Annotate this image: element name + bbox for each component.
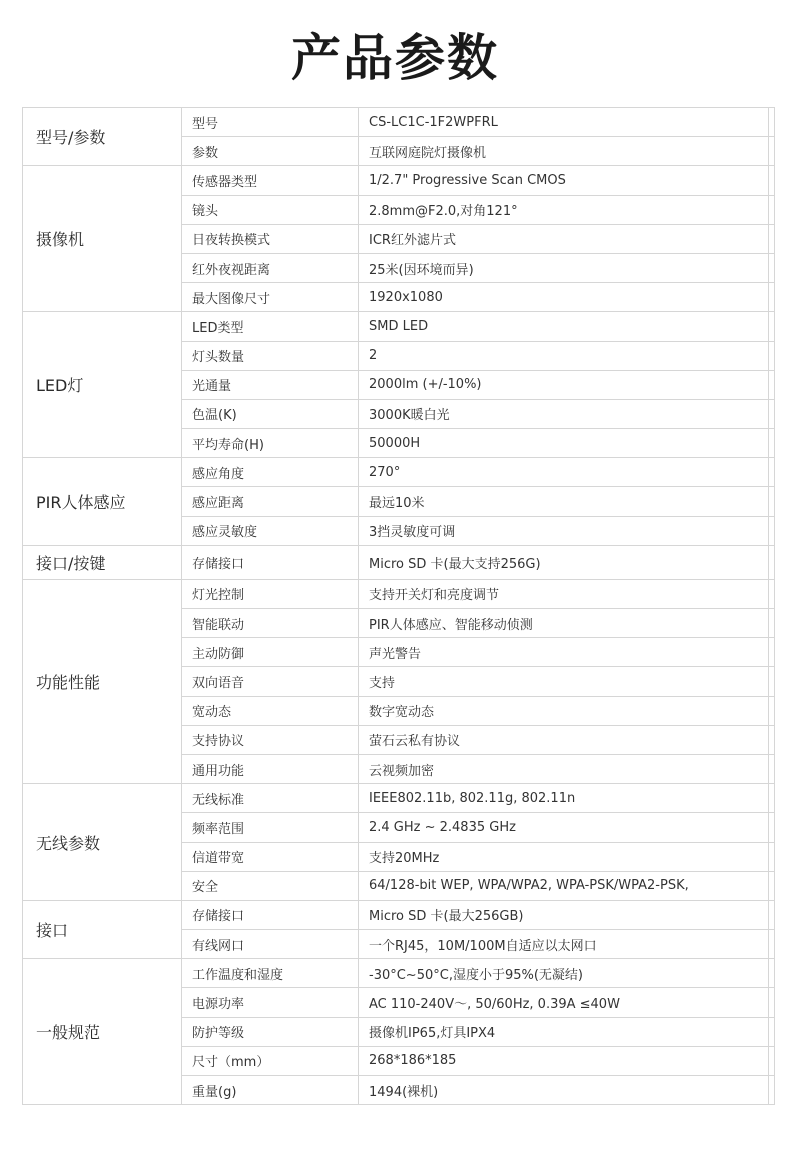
trailing-cell (769, 784, 775, 813)
spec-value-cell: 互联网庭院灯摄像机 (359, 137, 769, 166)
trailing-cell (769, 1017, 775, 1046)
spec-key-cell: 无线标准 (182, 784, 359, 813)
trailing-cell (769, 638, 775, 667)
spec-value-cell: 64/128-bit WEP, WPA/WPA2, WPA-PSK/WPA2-PSK, (359, 871, 769, 900)
spec-value-cell: 2.4 GHz ~ 2.4835 GHz (359, 813, 769, 842)
spec-value-cell: 2000lm (+/-10%) (359, 370, 769, 399)
spec-value-cell: 数字宽动态 (359, 696, 769, 725)
trailing-cell (769, 579, 775, 608)
trailing-cell (769, 487, 775, 516)
table-row (23, 166, 775, 195)
trailing-cell (769, 108, 775, 137)
spec-key-cell: 宽动态 (182, 696, 359, 725)
spec-key-cell: 镜头 (182, 195, 359, 224)
spec-key-cell: 工作温度和湿度 (182, 959, 359, 988)
spec-key-cell: 日夜转换模式 (182, 224, 359, 253)
trailing-cell (769, 429, 775, 458)
trailing-cell (769, 283, 775, 312)
spec-value-cell: 2 (359, 341, 769, 370)
spec-key-cell: 平均寿命(H) (182, 429, 359, 458)
spec-key-cell: 红外夜视距离 (182, 253, 359, 282)
table-row (23, 312, 775, 341)
table-row (23, 545, 775, 579)
spec-value-cell: 3000K暖白光 (359, 399, 769, 428)
spec-value-cell: AC 110-240V～, 50/60Hz, 0.39A ≤40W (359, 988, 769, 1017)
spec-table-body (23, 108, 775, 1105)
trailing-cell (769, 166, 775, 195)
spec-value-cell: PIR人体感应、智能移动侦测 (359, 609, 769, 638)
trailing-cell (769, 754, 775, 783)
spec-key-cell: 参数 (182, 137, 359, 166)
category-cell: 功能性能 (23, 579, 182, 783)
spec-value-cell: CS-LC1C-1F2WPFRL (359, 108, 769, 137)
table-row (23, 579, 775, 608)
trailing-cell (769, 930, 775, 959)
trailing-cell (769, 370, 775, 399)
spec-value-cell: 支持20MHz (359, 842, 769, 871)
trailing-cell (769, 545, 775, 579)
spec-key-cell: 感应灵敏度 (182, 516, 359, 545)
spec-key-cell: 感应距离 (182, 487, 359, 516)
trailing-cell (769, 458, 775, 487)
spec-value-cell: SMD LED (359, 312, 769, 341)
table-row (23, 784, 775, 813)
spec-value-cell: 声光警告 (359, 638, 769, 667)
spec-value-cell: 摄像机IP65,灯具IPX4 (359, 1017, 769, 1046)
trailing-cell (769, 959, 775, 988)
trailing-cell (769, 813, 775, 842)
trailing-cell (769, 871, 775, 900)
spec-value-cell: 萤石云私有协议 (359, 725, 769, 754)
trailing-cell (769, 842, 775, 871)
spec-key-cell: 支持协议 (182, 725, 359, 754)
spec-value-cell: 1494(裸机) (359, 1076, 769, 1105)
spec-key-cell: 有线网口 (182, 930, 359, 959)
spec-value-cell: Micro SD 卡(最大支持256G) (359, 545, 769, 579)
spec-key-cell: 信道带宽 (182, 842, 359, 871)
category-cell: 型号/参数 (23, 108, 182, 166)
spec-value-cell: 270° (359, 458, 769, 487)
spec-key-cell: 传感器类型 (182, 166, 359, 195)
table-row (23, 458, 775, 487)
spec-value-cell: 3挡灵敏度可调 (359, 516, 769, 545)
spec-key-cell: 灯光控制 (182, 579, 359, 608)
trailing-cell (769, 224, 775, 253)
spec-key-cell: 色温(K) (182, 399, 359, 428)
trailing-cell (769, 725, 775, 754)
spec-value-cell: 1920x1080 (359, 283, 769, 312)
spec-key-cell: 通用功能 (182, 754, 359, 783)
trailing-cell (769, 137, 775, 166)
spec-key-cell: 重量(g) (182, 1076, 359, 1105)
trailing-cell (769, 667, 775, 696)
spec-key-cell: 尺寸（mm） (182, 1046, 359, 1075)
category-cell: 无线参数 (23, 784, 182, 901)
category-cell: PIR人体感应 (23, 458, 182, 546)
trailing-cell (769, 1076, 775, 1105)
spec-key-cell: 光通量 (182, 370, 359, 399)
spec-value-cell: 支持 (359, 667, 769, 696)
category-cell: 摄像机 (23, 166, 182, 312)
trailing-cell (769, 516, 775, 545)
trailing-cell (769, 696, 775, 725)
spec-value-cell: 2.8mm@F2.0,对角121° (359, 195, 769, 224)
spec-value-cell: 一个RJ45，10M/100M自适应以太网口 (359, 930, 769, 959)
spec-key-cell: LED类型 (182, 312, 359, 341)
spec-key-cell: 存储接口 (182, 900, 359, 929)
spec-key-cell: 型号 (182, 108, 359, 137)
spec-value-cell: -30°C~50°C,湿度小于95%(无凝结) (359, 959, 769, 988)
table-row (23, 108, 775, 137)
spec-value-cell: 支持开关灯和亮度调节 (359, 579, 769, 608)
trailing-cell (769, 341, 775, 370)
trailing-cell (769, 900, 775, 929)
spec-value-cell: 1/2.7" Progressive Scan CMOS (359, 166, 769, 195)
table-row (23, 900, 775, 929)
spec-key-cell: 电源功率 (182, 988, 359, 1017)
category-cell: 一般规范 (23, 959, 182, 1105)
spec-key-cell: 最大图像尺寸 (182, 283, 359, 312)
spec-key-cell: 防护等级 (182, 1017, 359, 1046)
spec-table (22, 107, 775, 1105)
trailing-cell (769, 253, 775, 282)
page-title: 产品参数 (291, 29, 499, 87)
spec-key-cell: 双向语音 (182, 667, 359, 696)
spec-value-cell: ICR红外滤片式 (359, 224, 769, 253)
trailing-cell (769, 1046, 775, 1075)
table-row (23, 959, 775, 988)
spec-key-cell: 感应角度 (182, 458, 359, 487)
spec-value-cell: 25米(因环境而异) (359, 253, 769, 282)
spec-value-cell: Micro SD 卡(最大256GB) (359, 900, 769, 929)
spec-value-cell: 最远10米 (359, 487, 769, 516)
spec-value-cell: IEEE802.11b, 802.11g, 802.11n (359, 784, 769, 813)
spec-key-cell: 灯头数量 (182, 341, 359, 370)
trailing-cell (769, 988, 775, 1017)
spec-value-cell: 50000H (359, 429, 769, 458)
spec-key-cell: 频率范围 (182, 813, 359, 842)
spec-key-cell: 主动防御 (182, 638, 359, 667)
trailing-cell (769, 195, 775, 224)
spec-key-cell: 安全 (182, 871, 359, 900)
spec-value-cell: 云视频加密 (359, 754, 769, 783)
trailing-cell (769, 399, 775, 428)
spec-key-cell: 存储接口 (182, 545, 359, 579)
category-cell: LED灯 (23, 312, 182, 458)
trailing-cell (769, 312, 775, 341)
category-cell: 接口/按键 (23, 545, 182, 579)
spec-value-cell: 268*186*185 (359, 1046, 769, 1075)
spec-key-cell: 智能联动 (182, 609, 359, 638)
trailing-cell (769, 609, 775, 638)
category-cell: 接口 (23, 900, 182, 958)
